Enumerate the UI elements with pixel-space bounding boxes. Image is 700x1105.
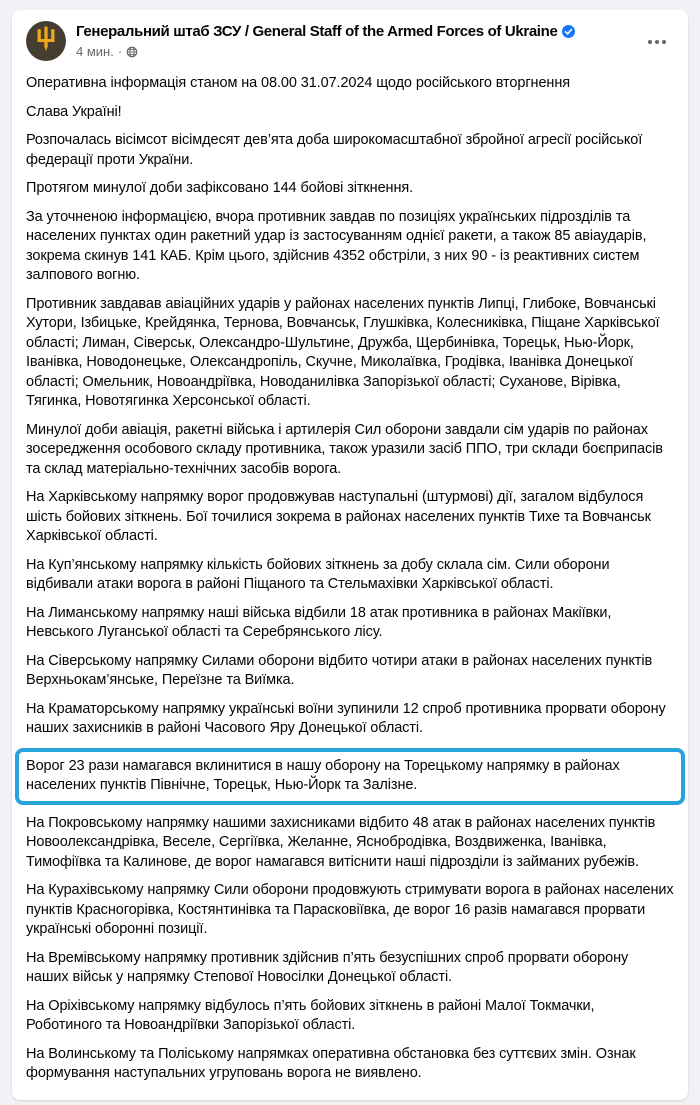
post-paragraph: На Харківському напрямку ворог продовжував наступальні (штурмові) дії, загалом відбулося шість бойових зіткнень. Бої точилися зокрема в районах населених пунктів Тихе та Вовчанськ Харківської області. [26, 489, 651, 544]
post-paragraph: Розпочалась вісімсот вісімдесят дев’ята доба широкомасштабної збройної агресії російської федерації проти України. [26, 132, 643, 168]
three-dots-icon [648, 40, 652, 44]
post-paragraph: На Курахівському напрямку Сили оборони продовжують стримувати ворога в районах населених пунктів Красногорівка, Костянтинівка та Парасковіївка, де ворог 16 разів намагався прорвати українські оборонні позиції. [26, 882, 674, 937]
page-name-link[interactable]: Генеральний штаб ЗСУ / General Staff of the Armed Forces of Ukraine [76, 23, 558, 40]
page-name-row [76, 22, 575, 41]
post-paragraph: На Волинському та Поліському напрямках оперативна обстановка без суттєвих змін. Ознак формування наступальних угруповань ворога не виявлено. [26, 1045, 636, 1081]
post-paragraph: Слава Україні! [26, 103, 122, 120]
post-paragraph: На Краматорському напрямку українські воїни зупинили 12 спроб противника прорвати оборону наших захисників в районі Часового Яру Донецької області. [26, 700, 666, 736]
meta-dot-separator: · [117, 44, 123, 59]
page-avatar[interactable] [26, 21, 66, 61]
post-paragraph: Ворог 23 рази намагався вклинитися в нашу оборону на Торецькому напрямку в районах населених пунктів Північне, Торецьк, Нью-Йорк та Залізне. [26, 757, 620, 793]
post-paragraph: Противник завдавав авіаційних ударів у районах населених пунктів Липці, Глибоке, Вовчанські Хутори, Ізбицьке, Крейдянка, Тернова, Вовчанськ, Глушківка, Колесниківка, Піщане Харківської області; Лиман, Сіверськ, Олександро-Шультине, Дружба, Щербинівка, Торецьк, Нью-Йорк, Іванівка, Новодонецьке, Олександропіль, Скучне, Миколаївка, Гродівка, Іванівка Донецької області; Омельник, Новоандріївка, Новоданилівка Запорізької області; Суханове, Вірівка, Тягинка, Новотягинка Херсонської області. [26, 295, 660, 409]
post-paragraph: На Оріхівському напрямку відбулось п’ять бойових зіткнень в районі Малої Токмачки, Роботиного та Новоандріївки Запорізької області. [26, 997, 595, 1033]
post-paragraph: На Времівському напрямку противник здійснив п’ять безуспішних спроб прорвати оборону наших військ у напрямку Степової Новосілки Донецької області. [26, 949, 629, 985]
post-paragraph: На Куп’янському напрямку кількість бойових зіткнень за добу склала сім. Сили оборони відбивали атаки ворога в районі Піщаного та Стельмахівки Харківської області. [26, 556, 610, 592]
post-text [12, 61, 688, 1105]
highlight-annotation-box [15, 748, 685, 805]
post-options-menu-button[interactable] [644, 32, 670, 52]
three-dots-icon [655, 40, 659, 44]
ukraine-trident-icon [35, 26, 57, 57]
post-paragraph: За уточненою інформацією, вчора противник завдав по позиціях українських підрозділів та населених пунктах один ракетний удар із застосуванням однієї ракети, а також 85 авіаударів, зокрема скинув 141 КАБ. Крім цього, здійснив 4352 обстріли, з них 90 - із реактивних систем залпового вогню. [26, 208, 647, 283]
post-paragraph: На Лиманському напрямку наші війська відбили 18 атак противника в районах Макіївки, Невського Луганської області та Серебрянського лісу. [26, 604, 612, 640]
post-paragraph: На Покровському напрямку нашими захисниками відбито 48 атак в районах населених пунктів Новоолександрівка, Веселе, Сергіївка, Желанне, Яснобродівка, Воздвиженка, Іванівка, Тимофіївка та Калинове, де ворог намагався витіснити наші підрозділи із займаних рубежів. [26, 814, 656, 870]
post-paragraph: Протягом минулої доби зафіксовано 144 бойові зіткнення. [26, 180, 414, 196]
post-card [12, 10, 688, 1100]
globe-public-icon [126, 46, 138, 58]
post-paragraph: Минулої доби авіація, ракетні війська і артилерія Сил оборони завдали сім ударів по районах зосередження особового складу противника, також уразили засіб ППО, три склади боєприпасів та склад матеріально-технічних засобів ворога. [26, 421, 663, 477]
three-dots-icon [662, 40, 666, 44]
post-header [12, 10, 688, 61]
post-paragraph: На Сіверському напрямку Силами оборони відбито чотири атаки в районах населених пунктів Верхньокам’янське, Переїзне та Виїмка. [26, 652, 653, 688]
verified-badge-icon [562, 25, 575, 38]
post-timestamp[interactable]: 4 мин. [76, 44, 114, 59]
header-text-block [76, 21, 575, 60]
post-paragraph: Оперативна інформація станом на 08.00 31.07.2024 щодо російського вторгнення [26, 75, 570, 91]
post-meta-row [76, 44, 575, 60]
